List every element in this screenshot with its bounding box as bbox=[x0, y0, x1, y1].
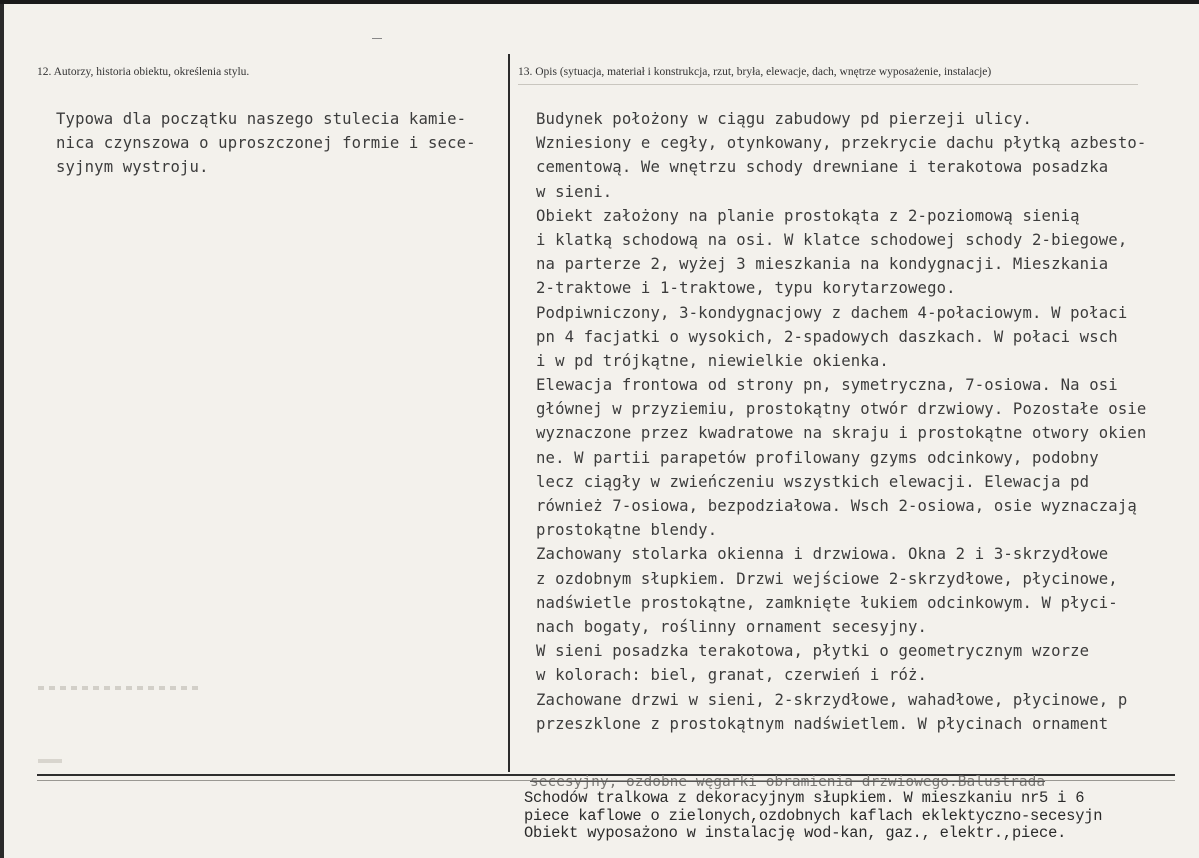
right-line: na parterze 2, wyżej 3 mieszkania na kondygnacji. Mieszkania bbox=[536, 255, 1109, 274]
right-line: Wzniesiony e cegły, otynkowany, przekrycie dachu płytką azbesto- bbox=[536, 134, 1147, 153]
right-line: przeszklone z prostokątnym nadświetlem. W płycinach ornament bbox=[536, 714, 1109, 733]
right-section-header: 13. Opis (sytuacja, materiał i konstrukcja, rzut, bryła, elewacje, dach, wnętrze wyposażenie, instalacje) bbox=[518, 66, 992, 78]
right-typed-text bbox=[536, 107, 1146, 736]
right-line: i klatką schodową na osi. W klatce schodowej schody 2-biegowe, bbox=[536, 230, 1128, 249]
right-line: Obiekt założony na planie prostokąta z 2-poziomową sienią bbox=[536, 206, 1080, 225]
right-line: prostokątne blendy. bbox=[536, 521, 718, 540]
left-line: nica czynszowa o uproszczonej formie i sece- bbox=[56, 134, 476, 153]
faint-erased-text bbox=[38, 686, 198, 690]
right-line: Zachowany stolarka okienna i drzwiowa. Okna 2 i 3-skrzydłowe bbox=[536, 545, 1109, 564]
right-line: W sieni posadzka terakotowa, płytki o geometrycznym wzorze bbox=[536, 642, 1090, 661]
struck-through-line: secesyjny, ozdobne węgarki obramienia drzwiowego.Balustrada bbox=[530, 774, 1046, 790]
right-line: Podpiwniczony, 3-kondygnacjowy z dachem 4-połaciowym. W połaci bbox=[536, 303, 1128, 322]
continuation-text bbox=[524, 790, 1102, 843]
right-line: ne. W partii parapetów profilowany gzyms odcinkowy, podobny bbox=[536, 448, 1099, 467]
right-line: lecz ciągły w zwieńczeniu wszystkich elewacji. Elewacja pd bbox=[536, 472, 1090, 491]
continuation-line: Obiekt wyposażono w instalację wod-kan, gaz., elektr.,piece. bbox=[524, 824, 1067, 842]
document-sheet bbox=[0, 4, 1199, 858]
right-line: z ozdobnym słupkiem. Drzwi wejściowe 2-skrzydłowe, płycinowe, bbox=[536, 569, 1118, 588]
right-line: również 7-osiowa, bezpodziałowa. Wsch 2-osiowa, osie wyznaczają bbox=[536, 497, 1137, 515]
right-line: i w pd trójkątne, niewielkie okienka. bbox=[536, 351, 889, 370]
right-line: 2-traktowe i 1-traktowe, typu korytarzowego. bbox=[536, 279, 956, 298]
left-line: syjnym wystroju. bbox=[56, 158, 209, 177]
faint-erased-mark bbox=[38, 759, 62, 763]
right-line: w sieni. bbox=[536, 182, 613, 201]
right-line: nach bogaty, roślinny ornament secesyjny. bbox=[536, 617, 928, 636]
right-line: nadświetle prostokątne, zamknięte łukiem odcinkowym. W płyci- bbox=[536, 593, 1118, 612]
right-line: pn 4 facjatki o wysokich, 2-spadowych daszkach. W połaci wsch bbox=[536, 327, 1118, 346]
right-line: cementową. We wnętrzu schody drewniane i terakotowa posadzka bbox=[536, 158, 1109, 177]
right-line: wyznaczone przez kwadratowe na skraju i prostokątne otwory okien bbox=[536, 424, 1147, 443]
right-line: w kolorach: biel, granat, czerwień i róż. bbox=[536, 666, 928, 685]
right-line: Budynek położony w ciągu zabudowy pd pierzeji ulicy. bbox=[536, 110, 1032, 128]
right-line: Elewacja frontowa od strony pn, symetryczna, 7-osiowa. Na osi bbox=[536, 376, 1118, 395]
left-section-header: 12. Autorzy, historia obiektu, określenia stylu. bbox=[37, 66, 250, 78]
column-divider bbox=[508, 54, 510, 772]
header-underline bbox=[518, 84, 1138, 85]
right-line: głównej w przyziemiu, prostokątny otwór drzwiowy. Pozostałe osie bbox=[536, 400, 1147, 419]
sheet-edge bbox=[0, 4, 4, 858]
continuation-line: piece kaflowe o zielonych,ozdobnych kaflach eklektyczno-secesyjn bbox=[524, 806, 1103, 825]
continuation-line: Schodów tralkowa z dekoracyjnym słupkiem. W mieszkaniu nr5 i 6 bbox=[524, 789, 1085, 807]
left-typed-text bbox=[56, 107, 476, 180]
left-line: Typowa dla początku naszego stulecia kamie- bbox=[56, 110, 467, 128]
pencil-mark bbox=[372, 38, 382, 39]
right-line: Zachowane drzwi w sieni, 2-skrzydłowe, wahadłowe, płycinowe, p bbox=[536, 690, 1128, 709]
